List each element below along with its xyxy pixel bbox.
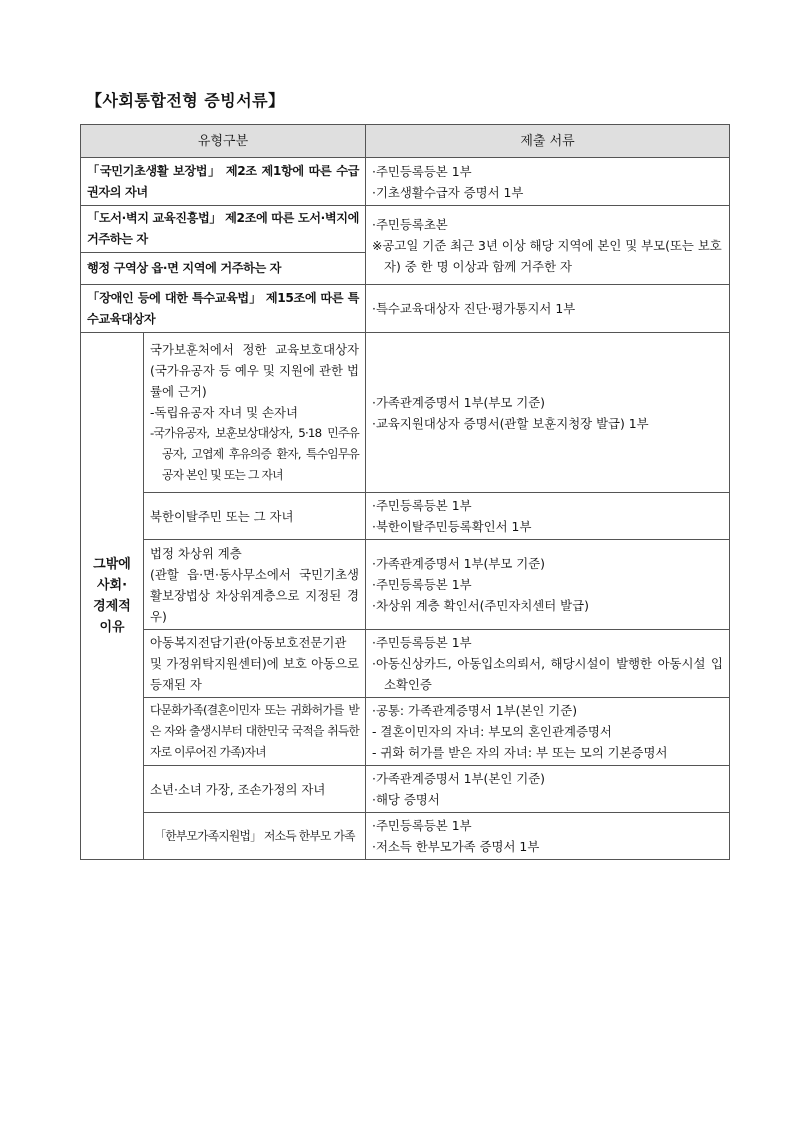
doc-item: ·가족관계증명서 1부(부모 기준): [372, 556, 546, 571]
table-row: [81, 493, 730, 540]
page-title: 【사회통합전형 증빙서류】: [86, 91, 285, 110]
header-type: 유형구분: [81, 125, 366, 158]
docs-cell: [366, 813, 730, 860]
docs-cell: [366, 493, 730, 540]
doc-item: ·주민등록등본 1부: [372, 163, 472, 179]
subtype-text: (관할 읍·면·동사무소에서 국민기초생활보장법상 차상위계층으로 지정된 경우): [150, 566, 360, 624]
docs-cell: [366, 158, 730, 206]
doc-item: ·아동신상카드, 아동입소의뢰서, 해당시설이 발행한 아동시설 입소확인증: [372, 656, 724, 692]
doc-note: ※공고일 기준 최근 3년 이상 해당 지역에 본인 및 부모(또는 보호자) 중 한 명 이상과 함께 거주한 자: [372, 237, 722, 274]
table-row: [81, 206, 730, 253]
subtype-text: 국가보훈처에서 정한 교육보호대상자(국가유공자 등 예우 및 지원에 관한 법률에 근거): [150, 342, 360, 399]
table-row: [81, 158, 730, 206]
subtype-cell: 소년·소녀 가장, 조손가정의 자녀: [144, 766, 366, 813]
subtype-text: 법정 차상위 계층: [150, 545, 242, 561]
doc-item: ·주민등록등본 1부: [372, 498, 472, 513]
category-line: 그밖에: [93, 557, 131, 572]
subtype-cell: [144, 540, 366, 630]
subtype-text: -독립유공자 자녀 및 손자녀: [150, 405, 298, 420]
table-row: [81, 813, 730, 860]
type-cell: 「도서·벽지 교육진흥법」 제2조에 따른 도서·벽지에 거주하는 자: [81, 206, 366, 253]
doc-item: ·교육지원대상자 증명서(관할 보훈지청장 발급) 1부: [372, 415, 649, 431]
docs-cell: ·특수교육대상자 진단·평가통지서 1부: [366, 285, 730, 333]
subtype-cell: 아동복지전담기관(아동보호전문기관 및 가정위탁지원센터)에 보호 아동으로 등재된 자: [144, 630, 366, 698]
category-line: 이유: [99, 620, 125, 635]
doc-item: ·차상위 계층 확인서(주민자치센터 발급): [372, 598, 589, 613]
docs-cell: [366, 206, 730, 285]
category-cell: [81, 333, 144, 860]
doc-item: ·저소득 한부모가족 증명서 1부: [372, 839, 540, 854]
doc-item: - 결혼이민자의 자녀: 부모의 혼인관계증명서: [372, 724, 612, 739]
doc-item: ·가족관계증명서 1부(본인 기준): [372, 771, 546, 786]
doc-item: ·가족관계증명서 1부(부모 기준): [372, 394, 546, 410]
doc-item: ·주민등록등본 1부: [372, 818, 472, 833]
doc-item: ·주민등록등본 1부: [372, 577, 472, 592]
header-docs: 제출 서류: [366, 125, 730, 158]
docs-cell: [366, 698, 730, 766]
table-header-row: [81, 125, 730, 158]
doc-item: ·해당 증명서: [372, 792, 440, 807]
doc-item: ·주민등록초본: [372, 216, 448, 232]
doc-item: - 귀화 허가를 받은 자의 자녀: 부 또는 모의 기본증명서: [372, 745, 668, 760]
table-row: [81, 285, 730, 333]
documents-table: [80, 124, 730, 860]
doc-item: ·북한이탈주민등록확인서 1부: [372, 519, 532, 534]
docs-cell: [366, 333, 730, 493]
subtype-cell: 다문화가족(결혼이민자 또는 귀화허가를 받은 자와 출생시부터 대한민국 국적을 취득한 자로 이루어진 가족)자녀: [144, 698, 366, 766]
table-row: [81, 766, 730, 813]
docs-cell: [366, 540, 730, 630]
table-row: [81, 698, 730, 766]
subtype-cell: 북한이탈주민 또는 그 자녀: [144, 493, 366, 540]
doc-item: ·공통: 가족관계증명서 1부(본인 기준): [372, 703, 578, 718]
docs-cell: [366, 766, 730, 813]
subtype-cell: 「한부모가족지원법」 저소득 한부모 가족: [144, 813, 366, 860]
type-cell: 행정 구역상 읍·면 지역에 거주하는 자: [81, 253, 366, 285]
category-line: 사회·: [96, 578, 128, 593]
doc-item: ·주민등록등본 1부: [372, 635, 472, 650]
table-row: [81, 540, 730, 630]
docs-cell: [366, 630, 730, 698]
type-cell: 「국민기초생활 보장법」 제2조 제1항에 따른 수급권자의 자녀: [81, 158, 366, 206]
table-row: [81, 333, 730, 493]
subtype-text: -국가유공자, 보훈보상대상자, 5·18 민주유공자, 고엽제 후유의증 환자, 특수임무유공자 본인 및 또는 그 자녀: [150, 426, 360, 482]
category-line: 경제적: [93, 599, 131, 614]
type-cell: 「장애인 등에 대한 특수교육법」 제15조에 따른 특수교육대상자: [81, 285, 366, 333]
subtype-cell: [144, 333, 366, 493]
doc-item: ·기초생활수급자 증명서 1부: [372, 184, 524, 200]
table-row: [81, 630, 730, 698]
